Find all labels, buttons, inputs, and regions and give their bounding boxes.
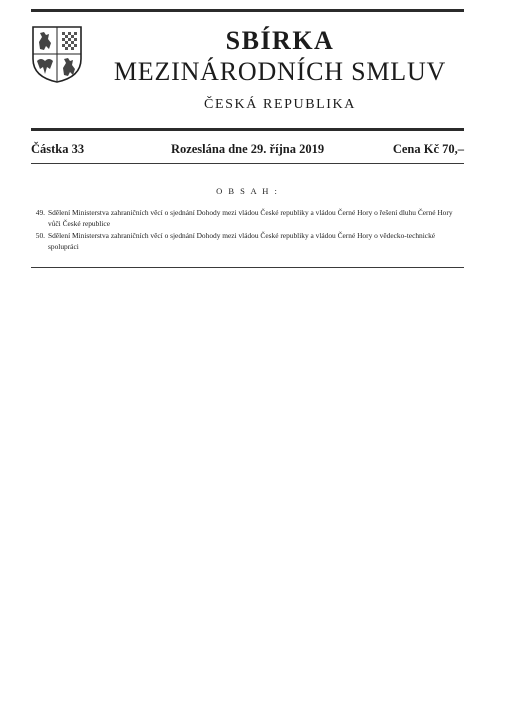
gazette-title-line1: SBÍRKA: [225, 26, 335, 55]
contents-item-number: 49.: [35, 208, 45, 217]
gazette-subtitle: ČESKÁ REPUBLIKA: [204, 97, 356, 112]
issue-rule: [31, 163, 464, 164]
contents-item-text: Sdělení Ministerstva zahraničních věcí o sjednání Dohody mezi vládou České republiky a vládou Černé Hory o vědecko-technické spolupráci: [48, 231, 436, 251]
issue-distributed-date: Rozeslána dne 29. října 2019: [170, 142, 325, 156]
contents-heading: O B S A H :: [216, 186, 279, 196]
czech-coat-of-arms-icon: [31, 25, 83, 84]
masthead-rule: [31, 128, 464, 131]
issue-part: Částka 33: [31, 142, 85, 156]
issue-price: Cena Kč 70,–: [392, 142, 464, 156]
gazette-title-line2: MEZINÁRODNÍCH SMLUV: [113, 57, 447, 86]
top-rule: [31, 9, 464, 12]
contents-item: [31, 231, 464, 253]
contents-item-text: Sdělení Ministerstva zahraničních věcí o sjednání Dohody mezi vládou České republiky a vládou Černé Hory o řešení dluhu Černé Hory vůči České republice: [48, 208, 453, 228]
issue-info-line: [31, 140, 464, 158]
contents-item-number: 50.: [35, 231, 45, 240]
contents-end-rule: [31, 267, 464, 268]
contents-item: [31, 208, 464, 230]
